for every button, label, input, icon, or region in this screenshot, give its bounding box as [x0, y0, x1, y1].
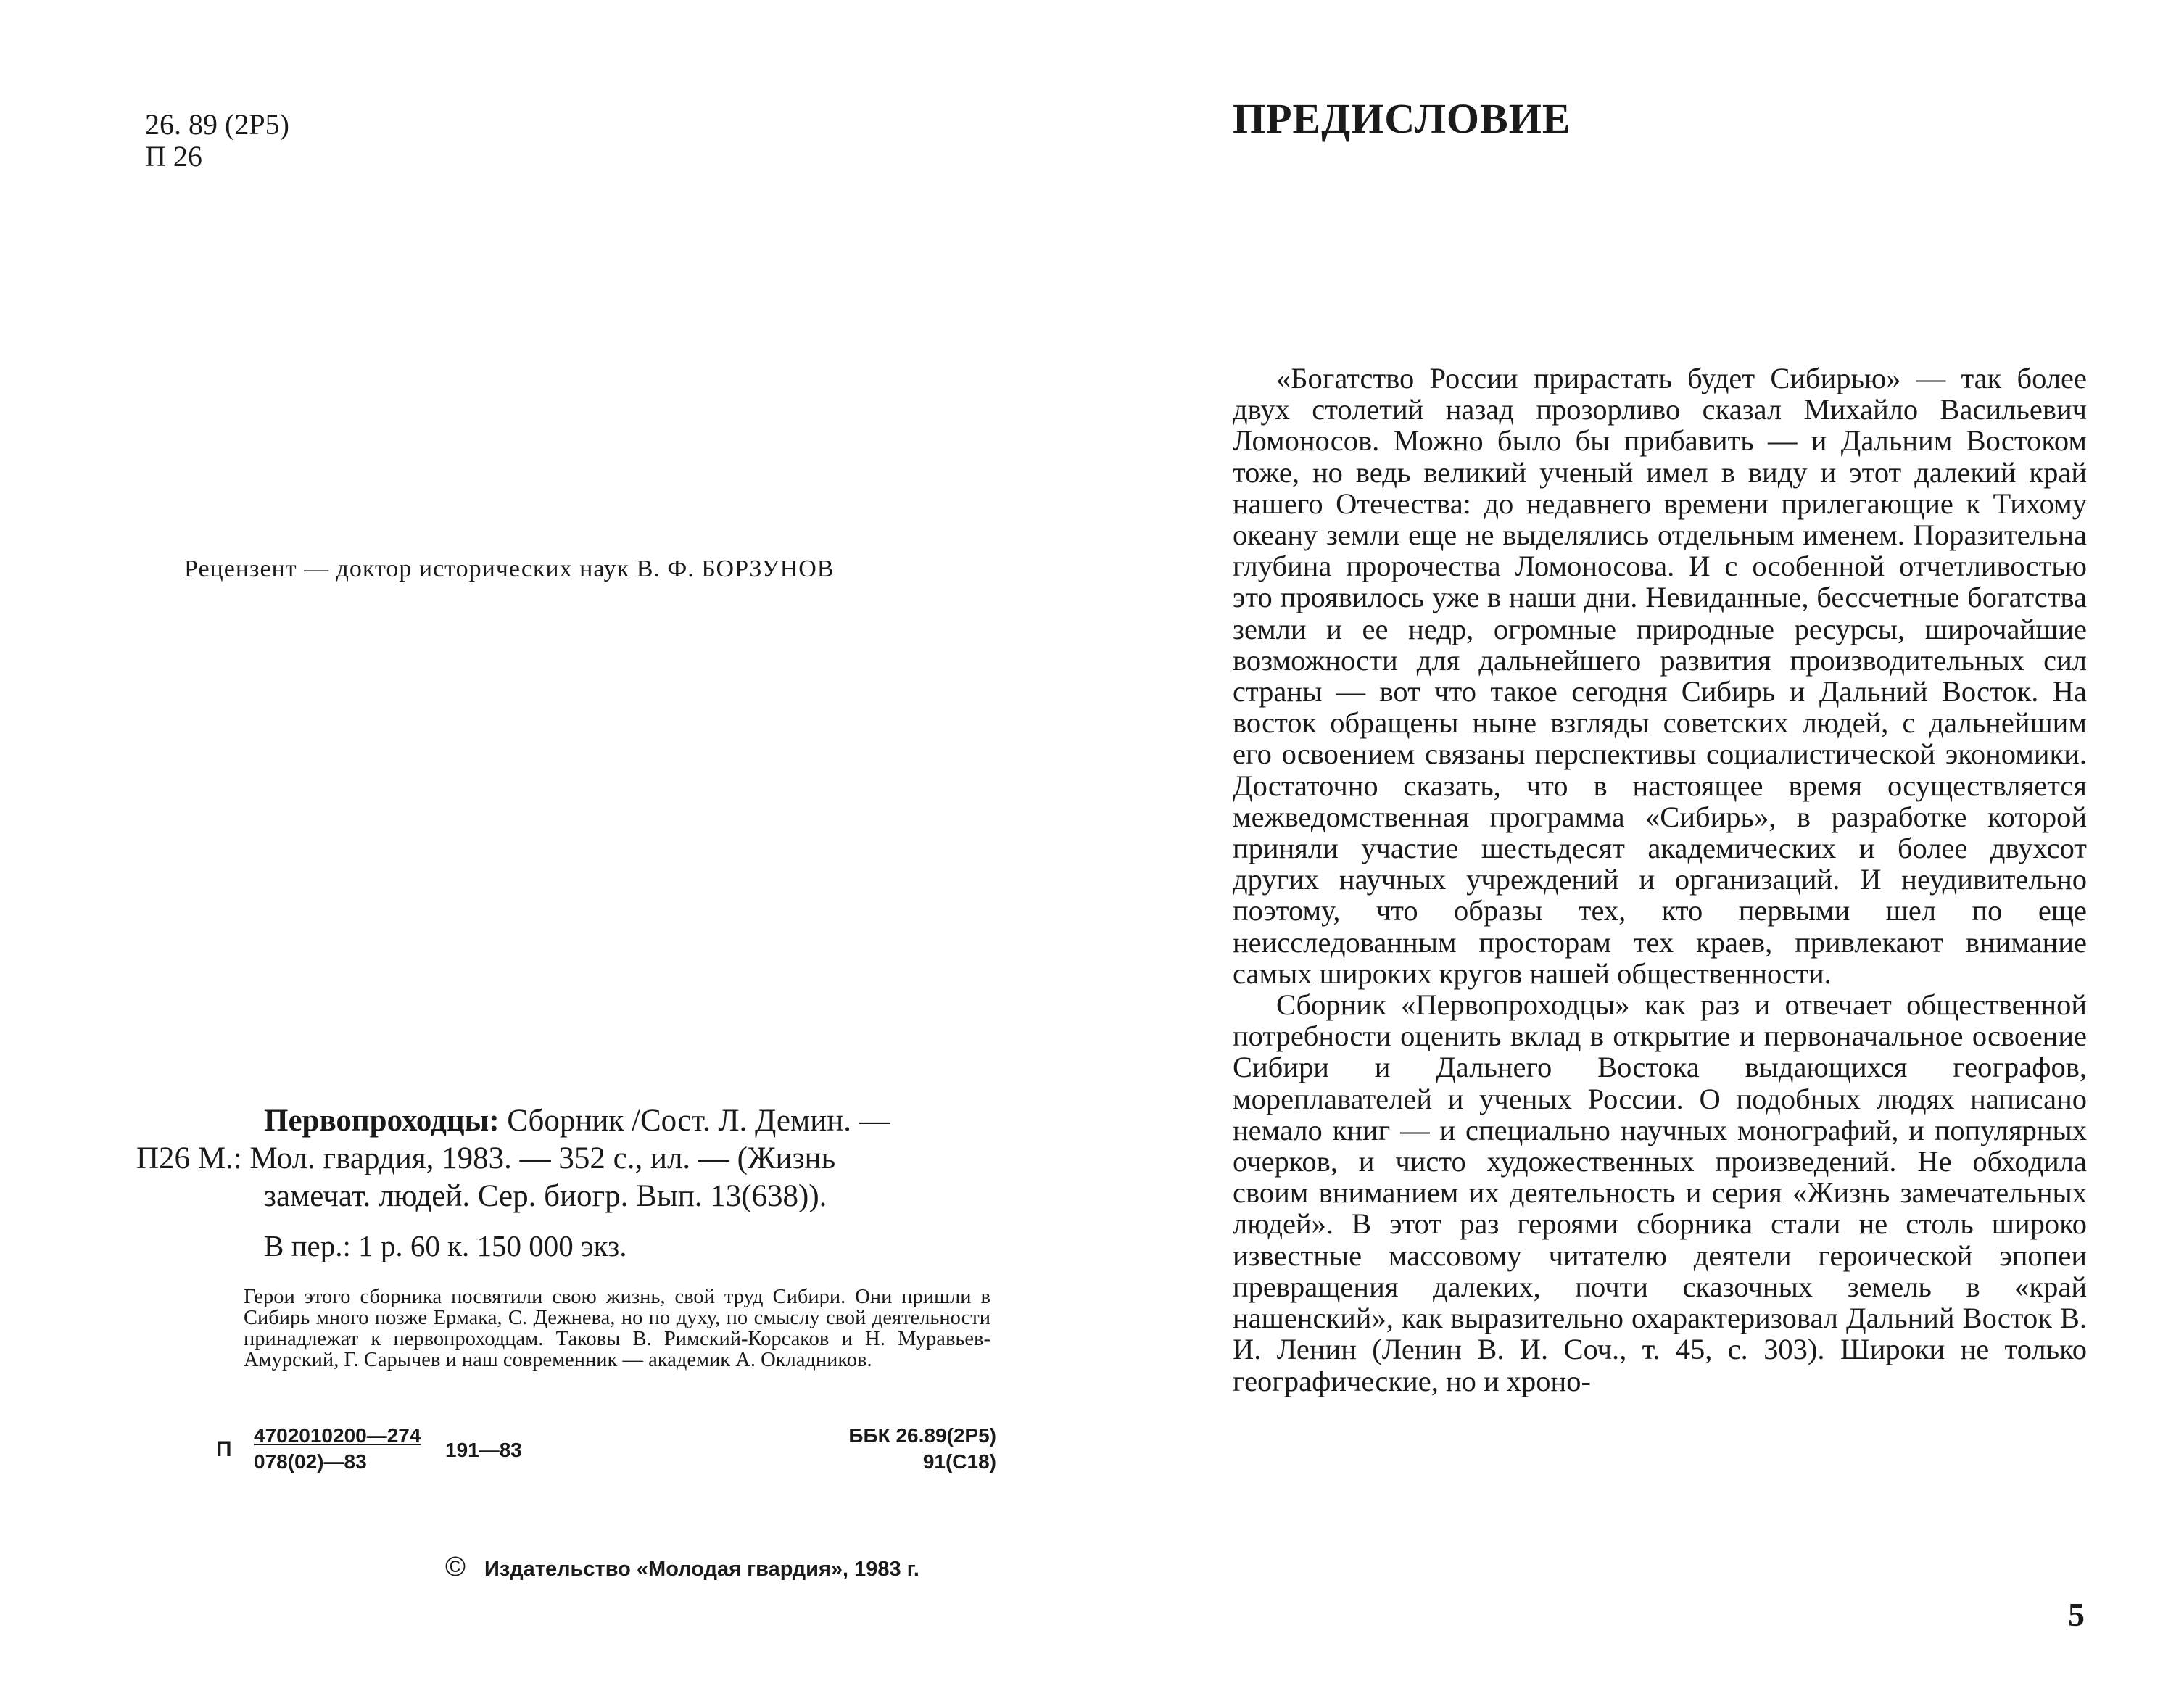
copyright-icon: © [445, 1552, 466, 1582]
classification-line: П 26 [145, 140, 202, 173]
code-numerator: 4702010200—274 [254, 1424, 421, 1447]
code-prefix: П [216, 1437, 232, 1461]
page-title: ПРЕДИСЛОВИЕ [1233, 95, 1571, 142]
biblio-compiler: Сборник /Сост. Л. Демин. — [499, 1104, 890, 1138]
copyright-line [445, 1552, 919, 1583]
code-denominator: 078(02)—83 [254, 1450, 367, 1473]
biblio-line-2 [136, 1140, 992, 1178]
code-suffix: 191—83 [445, 1439, 522, 1461]
biblio-publisher: М.: Мол. гвардия, 1983. — 352 с., ил. — (Жизнь [190, 1141, 836, 1175]
bibliographic-record [136, 1102, 992, 1215]
reviewer-line: Рецензент — доктор исторических наук В. Ф. БОРЗУНОВ [184, 555, 835, 582]
price-line: В пер.: 1 р. 60 к. 150 000 экз. [264, 1229, 627, 1262]
paragraph: «Богатство России прирастать будет Сибирью» — так более двух столетий назад прозорливо сказал Михайло Васильевич Ломоносов. Можно было бы прибавить — и Дальним Востоком тоже, но ведь великий ученый имел в виду и этот далекий край нашего Отечества: до недавнего времени прилегающие к Тихому океану земли еще не выделялись отдельным именем. Поразительна глубина пророчества Ломоносова. И с особенной отчетливостью это проявилось уже в наши дни. Невиданные, бессчетные богатства земли и ее недр, огромные природные ресурсы, широчайшие возможности для дальнейшего развития производительных сил страны — вот что такое сегодня Сибирь и Дальний Восток. На восток обращены ныне взгляды советских людей, с дальнейшим его освоением связаны перспективы социалистической экономики. Достаточно сказать, что в настоящее время осуществляется межведомственная программа «Сибирь», в разработке которой приняли участие шестьдесят академических и более двухсот других научных учреждений и организаций. И неудивительно поэтому, что образы тех, кто первыми шел по еще неисследованным просторам тех краев, привлекают внимание самых широких кругов нашей общественности. [1233, 362, 2087, 990]
classification-line: 26. 89 (2Р5) [145, 108, 289, 141]
bbk-code: ББК 26.89(2Р5) [848, 1424, 996, 1447]
catalog-codes [206, 1424, 996, 1489]
paragraph: Сборник «Первопроходцы» как раз и отвечает общественной потребности оценить вклад в открытие и первоначальное освоение Сибири и Дальнего Востока выдающихся географов, мореплавателей и ученых России. О подобных людях написано немало книг — и специально научных монографий, и популярных очерков, и чисто художественных произведений. Не обходила своим вниманием их деятельность и серия «Жизнь замечательных людей». В этот раз героями сборника стали не столь широко известные массовому читателю деятели героической эпопеи превращения далеких, почти сказочных земель в «край нашенский», как выразительно охарактеризовал Дальний Восток В. И. Ленин (Ленин В. И. Соч., т. 45, с. 303). Широки не только географические, но и хроно- [1233, 988, 2087, 1397]
copyright-text: Издательство «Молодая гвардия», 1983 г. [484, 1558, 919, 1581]
classification-code [145, 109, 289, 173]
book-title: Первопроходцы: [264, 1104, 500, 1138]
biblio-line-3: замечат. людей. Сер. биогр. Вып. 13(638)). [264, 1179, 827, 1213]
biblio-line-1 [136, 1102, 992, 1140]
bbk-code-secondary: 91(С18) [922, 1450, 996, 1473]
page-number: 5 [2068, 1596, 2085, 1633]
annotation: Герои этого сборника посвятили свою жизнь, свой труд Сибири. Они пришли в Сибирь много позже Ермака, С. Дежнева, но по духу, по смыслу свой деятельности принадлежат к первопроходцам. Таковы В. Римский-Корсаков и Н. Муравьев-Амурский, Г. Сарычев и наш современник — академик А. Окладников. [244, 1286, 990, 1371]
body-text [1233, 363, 2087, 1397]
biblio-code: П26 [136, 1141, 191, 1175]
